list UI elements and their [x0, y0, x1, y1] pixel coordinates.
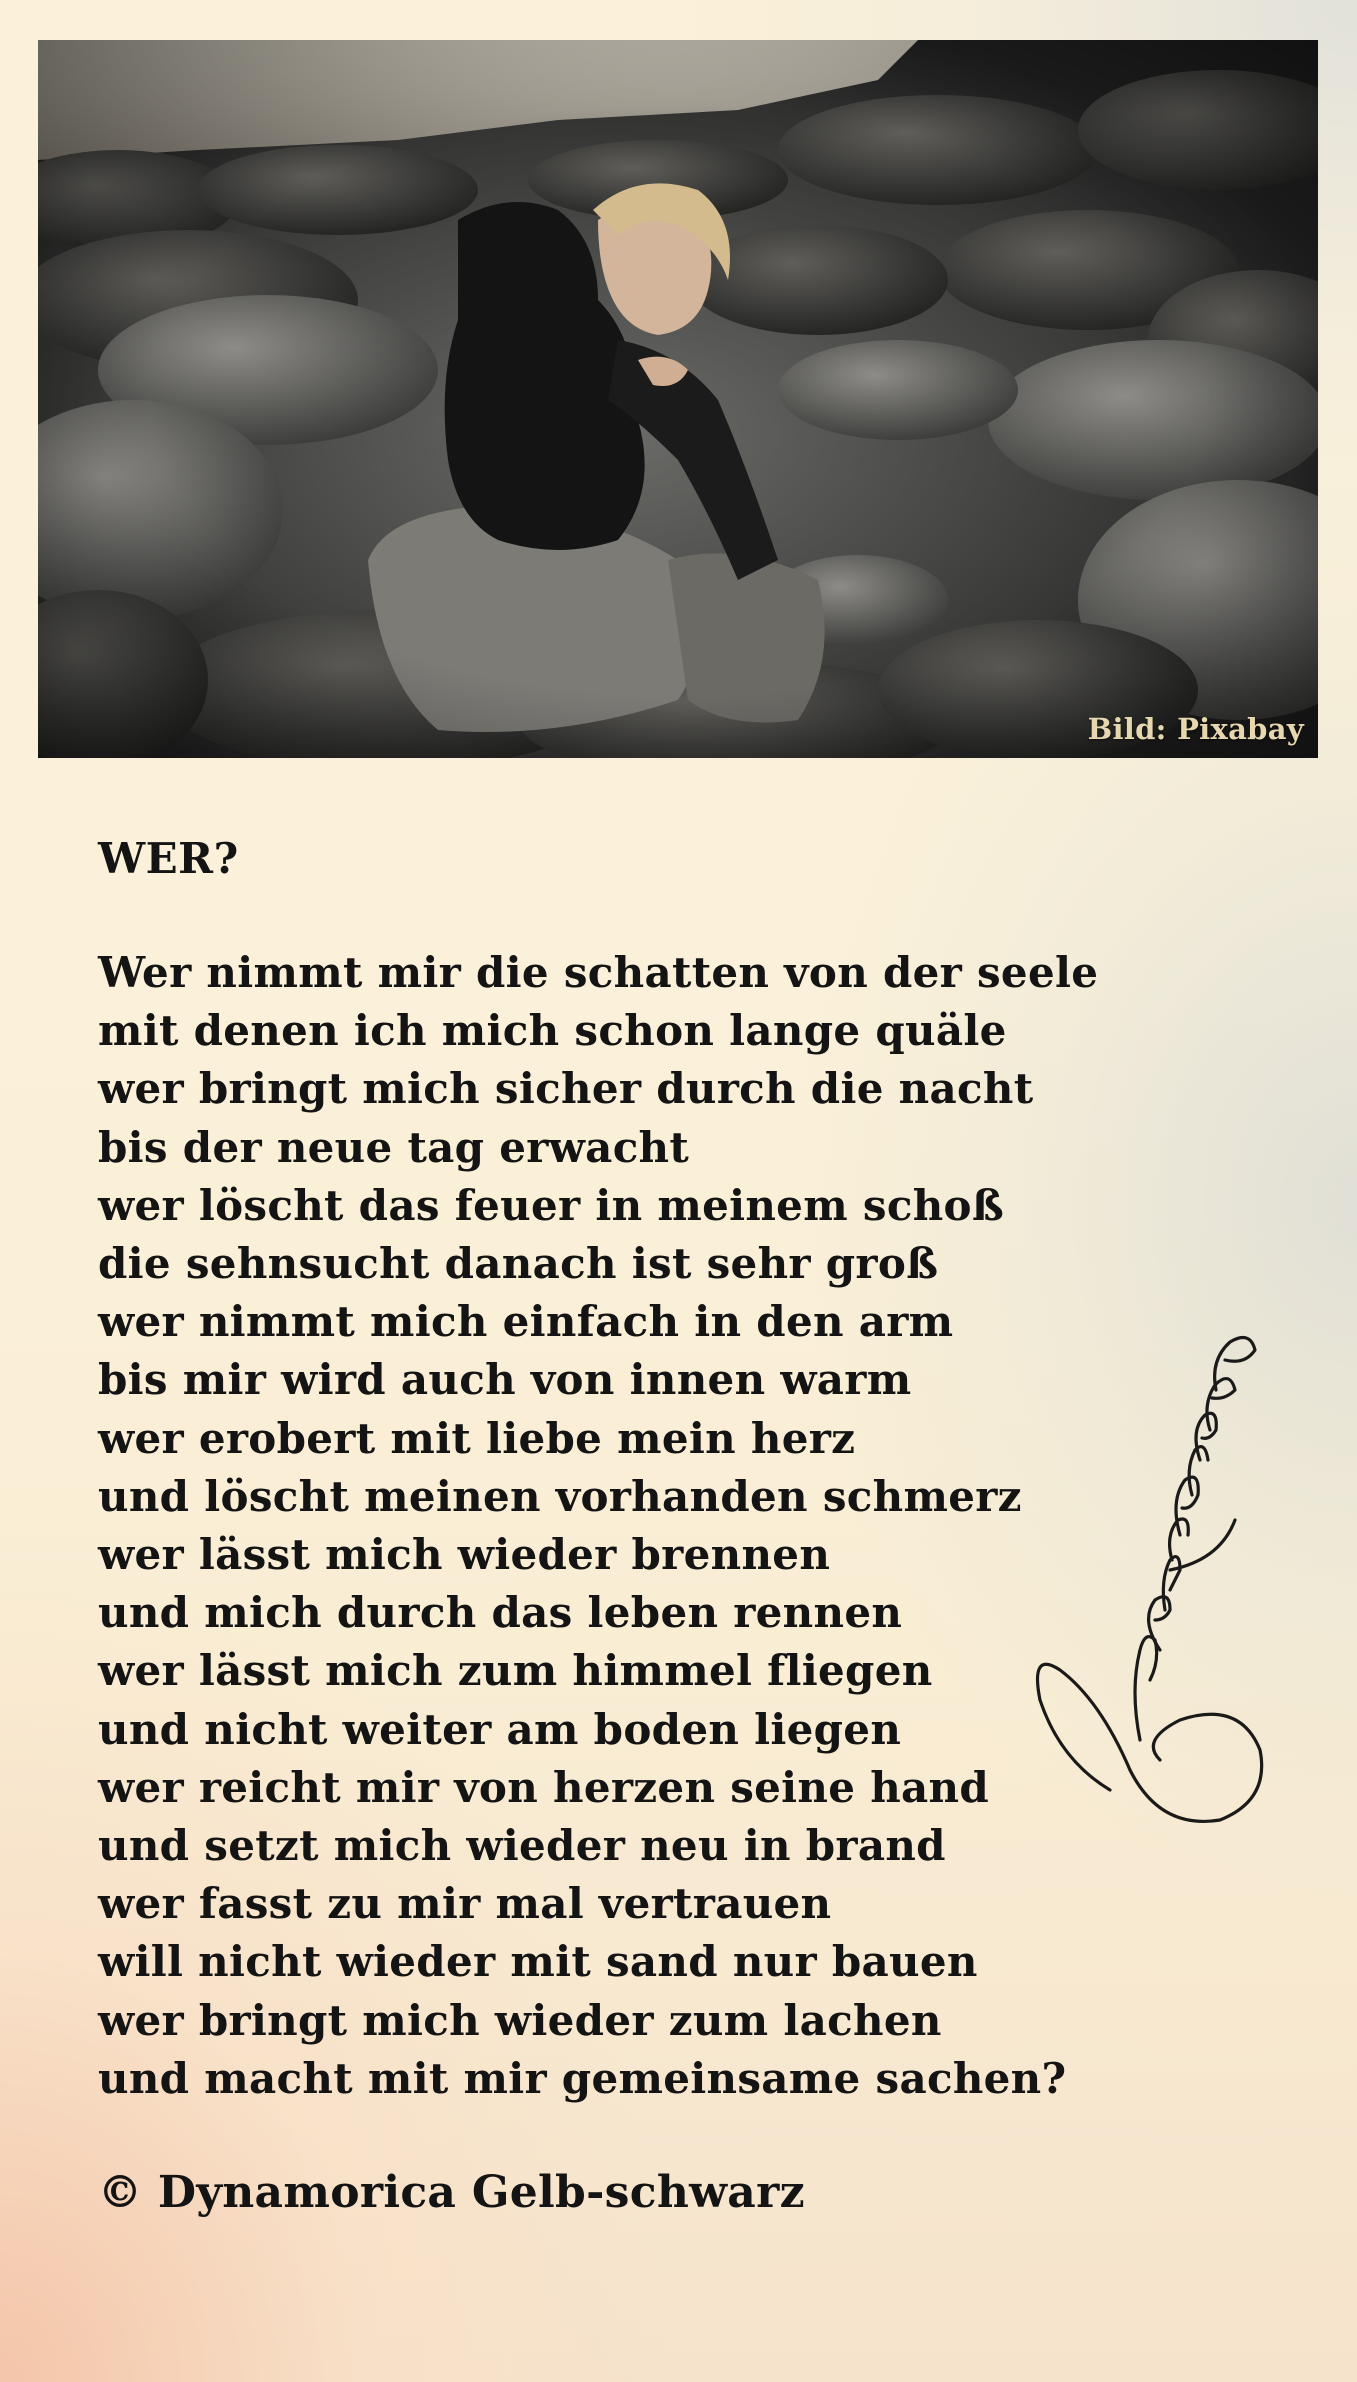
poem-line: bis der neue tag erwacht — [98, 1122, 690, 1172]
poem-line: mit denen ich mich schon lange quäle — [98, 1006, 1007, 1056]
poem — [98, 828, 1098, 2224]
poem-line: will nicht wieder mit sand nur bauen — [98, 1937, 978, 1987]
signature-logo — [1020, 1320, 1300, 1860]
poem-line: die sehnsucht danach ist sehr groß — [98, 1239, 939, 1289]
poem-author: © Dynamorica Gelb-schwarz — [98, 2167, 805, 2219]
poem-line: Wer nimmt mir die schatten von der seele — [98, 948, 1099, 997]
gedichtezauber-signature — [1020, 1320, 1300, 1860]
poem-line: wer lässt mich zum himmel fliegen — [98, 1646, 933, 1696]
poem-lines — [98, 944, 1098, 2108]
poem-line: und macht mit mir gemeinsame sachen? — [98, 2053, 1067, 2103]
poem-line: wer bringt mich sicher durch die nacht — [98, 1064, 1034, 1114]
poem-line: bis mir wird auch von innen warm — [98, 1355, 912, 1405]
poem-line: und setzt mich wieder neu in brand — [98, 1821, 946, 1871]
poem-line: wer fasst zu mir mal vertrauen — [98, 1879, 832, 1929]
rocky-shore-photo — [38, 40, 1318, 758]
poem-title: WER? — [98, 834, 239, 883]
poem-line: wer erobert mit liebe mein herz — [98, 1413, 856, 1463]
poem-line: wer reicht mir von herzen seine hand — [98, 1762, 990, 1812]
poem-line: und nicht weiter am boden liegen — [98, 1704, 902, 1754]
poem-line: wer bringt mich wieder zum lachen — [98, 1995, 942, 2045]
poem-line: und löscht meinen vorhanden schmerz — [98, 1471, 1022, 1521]
poem-line: wer lässt mich wieder brennen — [98, 1530, 831, 1580]
header-photo — [38, 40, 1318, 758]
poem-line: wer löscht das feuer in meinem schoß — [98, 1180, 1005, 1230]
poem-line: wer nimmt mich einfach in den arm — [98, 1297, 954, 1347]
poem-line: und mich durch das leben rennen — [98, 1588, 903, 1638]
photo-credit: Bild: Pixabay — [1087, 712, 1304, 746]
